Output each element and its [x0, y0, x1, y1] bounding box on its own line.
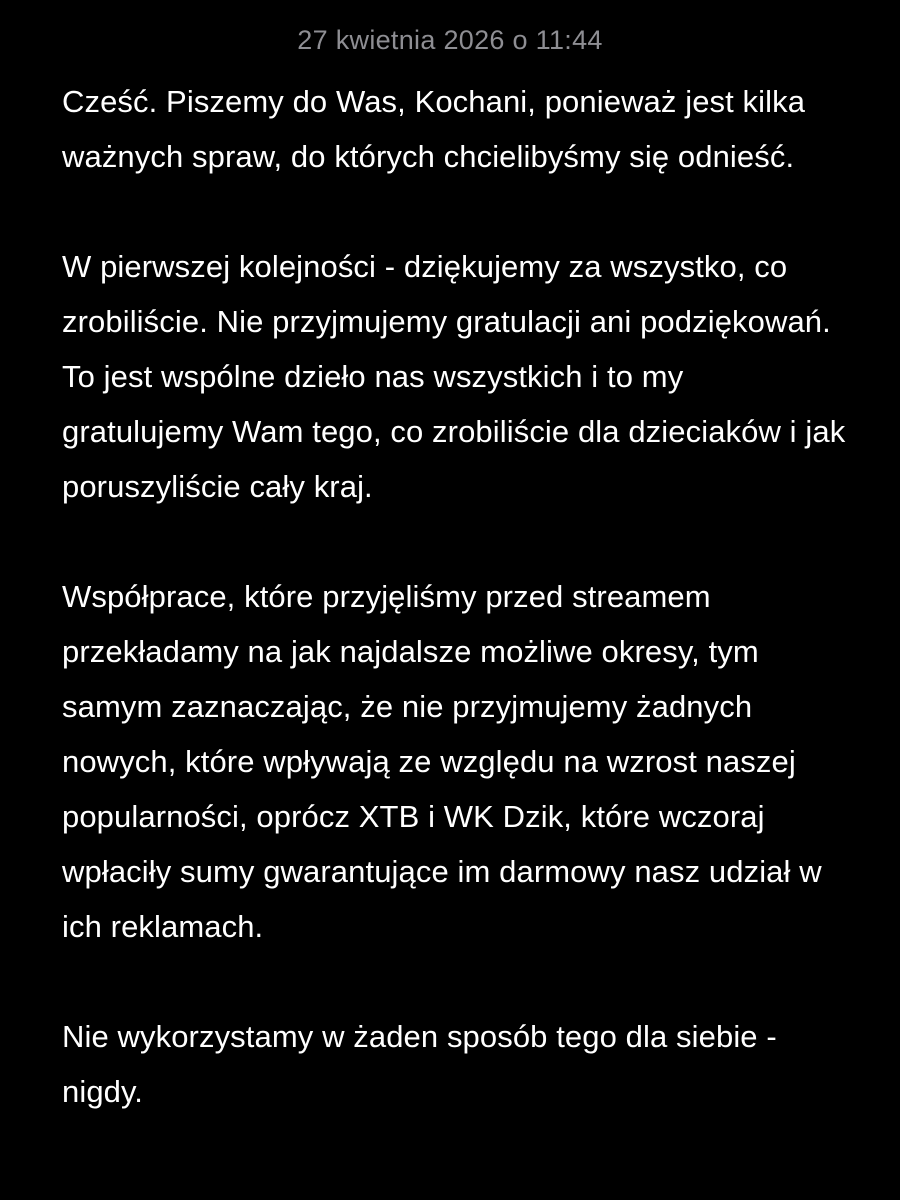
note-paragraph: Współprace, które przyjęliśmy przed streamem przekładamy na jak najdalsze możliwe okresy, tym samym zaznaczając, że nie przyjmujemy żadnych nowych, które wpływają ze względu na wzrost naszej popularności, oprócz XTB i WK Dzik, które wczoraj wpłaciły sumy gwarantujące im darmowy nasz udział w ich reklamach.	[62, 579, 822, 944]
note-body[interactable]	[62, 74, 852, 1174]
note-paragraph: W pierwszej kolejności - dziękujemy za wszystko, co zrobiliście. Nie przyjmujemy gratulacji ani podziękowań. To jest wspólne dzieło nas wszystkich i to my gratulujemy Wam tego, co zrobiliście dla dzieciaków i jak poruszyliście cały kraj.	[62, 249, 846, 504]
note-paragraph: Cześć. Piszemy do Was, Kochani, ponieważ jest kilka ważnych spraw, do których chcielibyśmy się odnieść.	[62, 84, 806, 174]
note-paragraph: Nie wykorzystamy w żaden sposób tego dla siebie - nigdy.	[62, 1019, 777, 1109]
note-date: 27 kwietnia 2026 o 11:44	[297, 25, 603, 55]
